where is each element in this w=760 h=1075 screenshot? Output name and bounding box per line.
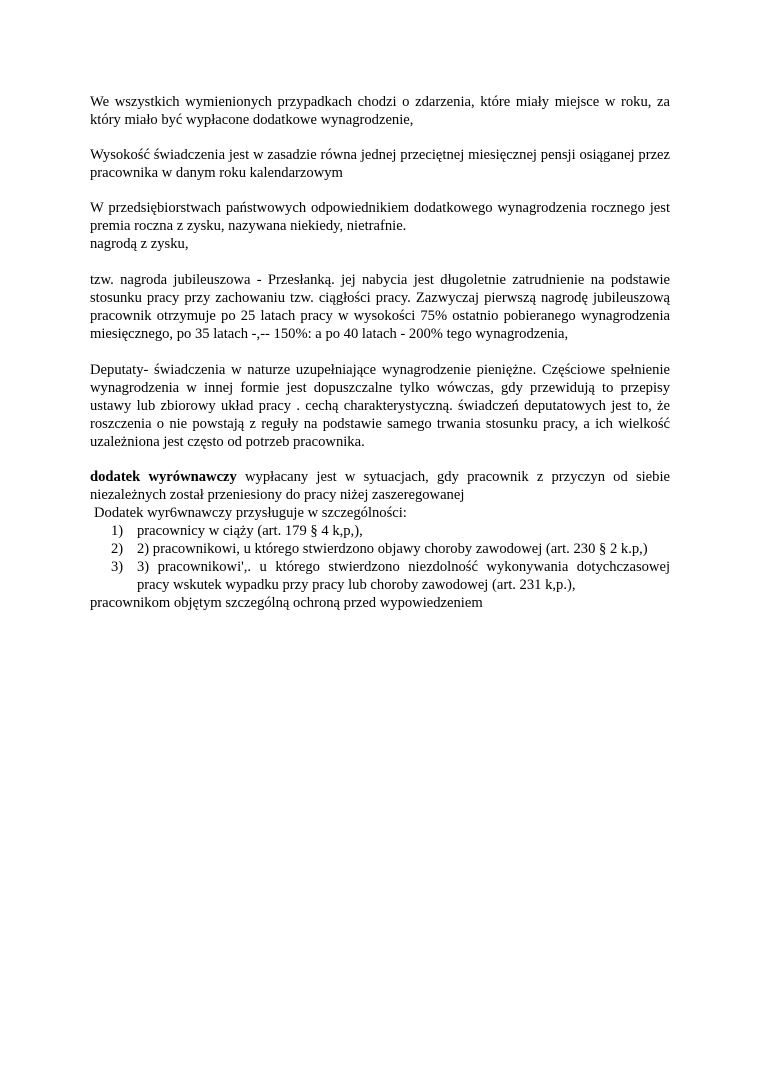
list-item [90,558,670,594]
paragraph-7: Dodatek wyr6wnawczy przysługuje w szczególności: [94,505,407,521]
list-item [90,540,670,558]
paragraph-2: Wysokość świadczenia jest w zasadzie równa jednej przeciętnej miesięcznej pensji osiąganej przez pracownika w danym roku kalendarzowym [90,147,670,181]
list-text: 2) pracownikowi, u którego stwierdzono objawy choroby zawodowej (art. 230 § 2 k.p,) [137,541,648,557]
list-text: 3) pracownikowi',. u którego stwierdzono niezdolność wykonywania dotychczasowej pracy wskutek wypadku przy pracy lub choroby zawodowej (art. 231 k,p.), [137,559,670,593]
paragraph-4: tzw. nagroda jubileuszowa - Przesłanką. jej nabycia jest długoletnie zatrudnienie na podstawie stosunku pracy przy zachowaniu tzw. ciągłości pracy. Zazwyczaj pierwszą nagrodę jubileuszową pracownik otrzymuje po 25 latach pracy w wysokości 75% ostatnio pobieranego wynagrodzenia miesięcznego, po 35 latach -,-- 150%: a po 40 latach - 200% tego wynagrodzenia, [90,272,670,342]
bold-term: dodatek wyrównawczy [90,469,237,485]
list-number: 1) [111,523,124,539]
paragraph-1: We wszystkich wymienionych przypadkach chodzi o zdarzenia, które miały miejsce w roku, za który miało być wypłacone dodatkowe wynagrodzenie, [90,94,670,128]
numbered-list [90,522,670,594]
paragraph-6 [90,468,670,504]
list-text: pracownicy w ciąży (art. 179 § 4 k,p,), [137,523,363,539]
document-body [90,93,670,612]
paragraph-3b: nagrodą z zysku, [90,236,189,252]
list-number: 2) [111,541,124,557]
list-number: 3) [111,559,124,575]
list-item [90,522,670,540]
paragraph-3: W przedsiębiorstwach państwowych odpowiednikiem dodatkowego wynagrodzenia rocznego jest premia roczna z zysku, nazywana niekiedy, nietrafnie. [90,200,670,234]
paragraph-6-rest: wypłacany jest w sytuacjach, gdy pracownik z przyczyn od siebie niezależnych został przeniesiony do pracy niżej zaszeregowanej [90,469,670,503]
paragraph-5: Deputaty- świadczenia w naturze uzupełniające wynagrodzenie pieniężne. Częściowe spełnienie wynagrodzenia w innej formie jest dopuszczalne tylko wówczas, gdy przewidują to przepisy ustawy lub zbiorowy układ pracy . cechą charakterystyczną. świadczeń deputatowych jest to, że roszczenia o nie powstają z reguły na podstawie samego trwania stosunku pracy, a ich wielkość uzależniona jest często od potrzeb pracownika. [90,362,670,450]
paragraph-8: pracownikom objętym szczególną ochroną przed wypowiedzeniem [90,595,483,611]
